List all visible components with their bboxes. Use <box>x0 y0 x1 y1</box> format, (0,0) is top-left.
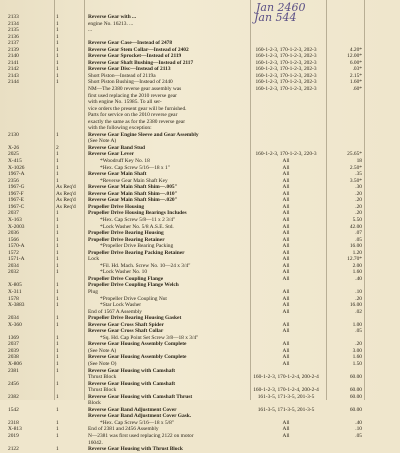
quantity: 1 <box>56 164 59 171</box>
part-number: 1566 <box>8 236 19 243</box>
quantity: 1 <box>56 236 59 243</box>
price: .20 <box>355 210 362 217</box>
price: 3.00 <box>352 347 362 354</box>
models: 160-1-2-3, 170-1-2-3, 202-3 <box>255 86 317 93</box>
price: .20 <box>355 197 362 204</box>
description: Reverse Gear Main Shaft Shim—.020" <box>88 197 178 204</box>
quantity: 1 <box>56 216 59 223</box>
quantity: 1 <box>56 59 59 66</box>
description: Reverse Gear Housing Assembly Complete <box>88 341 187 348</box>
quantity: 1 <box>56 230 59 237</box>
part-number: 1570-A <box>8 243 25 250</box>
models: All <box>282 184 290 191</box>
quantity: 1 <box>56 177 59 184</box>
models: All <box>282 275 290 282</box>
models: 161-3-5, 171-3-5, 201-3-5 <box>257 393 315 400</box>
models: All <box>282 354 290 361</box>
models: All <box>282 230 290 237</box>
models: 160-1-2-3, 170-1-2-3, 202-3 <box>255 46 317 53</box>
price: 60.00 <box>349 406 362 413</box>
price: .07 <box>355 230 362 237</box>
description: Plug <box>88 288 98 295</box>
description: (See Note A) <box>88 138 117 145</box>
price: 60.00 <box>349 393 362 400</box>
price: .20 <box>355 295 362 302</box>
price: 16.00 <box>349 243 362 250</box>
price: 60.00 <box>349 387 362 394</box>
annotation-line-1: Jan 2460 <box>256 1 306 14</box>
description: first used replacing the 2010 reverse gear <box>88 92 177 99</box>
part-number: X-2003 <box>8 223 25 230</box>
part-number: 2139 <box>8 46 19 53</box>
price: .35 <box>355 171 362 178</box>
description: Thrust Block <box>88 374 117 381</box>
models: All <box>282 321 290 328</box>
price: .05 <box>355 433 362 439</box>
models: All <box>282 262 290 269</box>
part-number: 2025 <box>8 151 19 158</box>
description: *Hex. Cap Screw 5/16—18 x 5/8" <box>100 419 175 426</box>
description: Reverse Gear Case—Instead of 2478 <box>88 40 173 47</box>
price: 1.60 <box>352 354 362 361</box>
models: All <box>282 302 290 309</box>
quantity: 1 <box>56 14 59 20</box>
models: All <box>282 164 290 171</box>
description: *Woodruff Key No. 18 <box>100 158 150 165</box>
description: Reverse Gear Housing with Camshaft <box>88 367 176 374</box>
part-number: 2318 <box>8 419 19 426</box>
description: (See Note A) <box>88 347 117 354</box>
quantity: 1 <box>56 360 59 367</box>
quantity: 1 <box>56 354 59 361</box>
description: Reverse Gear Cross Shaft Collar <box>88 328 164 335</box>
models: All <box>282 216 290 223</box>
quantity: 1 <box>56 20 59 27</box>
description: Reverse Gear Band Adjustment Cover <box>88 406 177 413</box>
description: vice orders the present gear will be furnished. <box>88 105 187 112</box>
quantity: 1 <box>56 282 59 289</box>
part-number: X-3883 <box>8 302 25 309</box>
quantity: As Req'd <box>56 190 76 197</box>
price: 60.00 <box>349 374 362 381</box>
part-number: X-415 <box>8 158 22 165</box>
part-number: X-805 <box>8 282 22 289</box>
models: All <box>282 419 290 426</box>
quantity: As Req'd <box>56 184 76 191</box>
description: Reverse Gear Lever <box>88 151 134 158</box>
quantity: 1 <box>56 302 59 309</box>
models: All <box>282 223 290 230</box>
quantity: 1 <box>56 406 59 413</box>
models: All <box>282 269 290 276</box>
quantity: 1 <box>56 72 59 79</box>
part-number: 1578 <box>8 295 19 302</box>
price: 3.50* <box>349 177 362 184</box>
part-number: 2019 <box>8 433 19 439</box>
description: exactly the same as for the 2380 reverse gear <box>88 118 185 125</box>
quantity: 1 <box>56 262 59 269</box>
quantity: 1 <box>56 446 59 453</box>
part-number: 2134 <box>8 20 19 27</box>
models: 160-1-2-3, 170-1-2-3, 202-3 <box>255 53 317 60</box>
quantity: 1 <box>56 315 59 322</box>
part-number: 2144 <box>8 79 19 86</box>
description: Reverse Gear Disc—Instead of 2113 <box>88 66 171 73</box>
part-number: 2037 <box>8 341 19 348</box>
quantity: As Req'd <box>56 197 76 204</box>
price: .10 <box>355 426 362 433</box>
quantity: 1 <box>56 426 59 433</box>
price: 1.20 <box>352 249 362 256</box>
models: 160-1-2-3, 170-1-2-3, 220-3 <box>255 151 317 158</box>
description: with the following exception: <box>88 125 152 132</box>
description: Short Piston Bushing—Instead of 2440 <box>88 79 173 86</box>
part-number: 1967-C <box>8 203 25 210</box>
part-number: 2382 <box>8 393 19 400</box>
quantity: 1 <box>56 33 59 40</box>
price: .20 <box>355 203 362 210</box>
description: 16042. <box>88 439 103 446</box>
description: NM—The 2380 reverse gear assembly was <box>88 86 182 93</box>
description: Reverse Gear with ... <box>88 14 137 20</box>
quantity: 2 <box>56 144 59 151</box>
models: All <box>282 177 290 184</box>
description: *Fil. Hd. Mach. Screw No. 10—24 x 3/4" <box>100 262 191 269</box>
table-row <box>0 446 400 453</box>
quantity: 1 <box>56 288 59 295</box>
quantity: 1 <box>56 295 59 302</box>
price: 42.00 <box>349 223 362 230</box>
price: .02 <box>355 308 362 315</box>
part-number: X-163 <box>8 216 22 223</box>
part-number: 1542 <box>8 406 19 413</box>
quantity: 1 <box>56 269 59 276</box>
description: Reverse Gear Engine Sleeve and Gear Assembly <box>88 131 199 138</box>
models: All <box>282 426 290 433</box>
annotation-line-2: Jan 544 <box>254 11 297 24</box>
models: All <box>282 243 290 250</box>
part-number: 1967-G <box>8 184 25 191</box>
price: 4.20* <box>349 46 362 53</box>
description: Reverse Gear Housing with Thrust Block <box>88 446 183 453</box>
description: *Propeller Drive Coupling Nut <box>100 295 167 302</box>
quantity: 1 <box>56 223 59 230</box>
models: 160-1-2-3, 170-1-2-3, 202-3 <box>255 59 317 66</box>
description: Lock <box>88 256 100 263</box>
description: *Lock Washer No. 5/8 A.S.E. Std. <box>100 223 174 230</box>
part-number: 2133 <box>8 14 19 20</box>
description: Reverse Gear Sprocket—Instead of 2119 <box>88 53 182 60</box>
part-number: 2036 <box>8 230 19 237</box>
models: All <box>282 308 290 315</box>
description: (See Note O) <box>88 360 117 367</box>
description: Propeller Drive Bearing Packing Retainer <box>88 249 185 256</box>
quantity: 1 <box>56 46 59 53</box>
models: All <box>282 360 290 367</box>
part-number: 1369 <box>8 334 19 341</box>
description: Propeller Drive Bearing Housing Gasket <box>88 315 182 322</box>
price: .30 <box>355 184 362 191</box>
price: 2.00 <box>352 262 362 269</box>
quantity: 1 <box>56 367 59 374</box>
part-number: 2137 <box>8 40 19 47</box>
quantity: 1 <box>56 347 59 354</box>
description: *Hex. Cap Screw 5/16—18 x 1" <box>100 164 170 171</box>
models: All <box>282 295 290 302</box>
price: 1.50 <box>352 360 362 367</box>
description: End of 2381 and 2456 Assembly <box>88 426 159 433</box>
models: All <box>282 433 290 439</box>
part-number: 2038 <box>8 354 19 361</box>
quantity: 1 <box>56 66 59 73</box>
price: 12.70* <box>347 256 362 263</box>
price: 12.00* <box>347 53 362 60</box>
part-number: X-806 <box>8 360 22 367</box>
part-number: 2037 <box>8 210 19 217</box>
quantity: 1 <box>56 40 59 47</box>
price: 6.00* <box>349 59 362 66</box>
part-number: 2136 <box>8 33 19 40</box>
price: .40 <box>355 419 362 426</box>
description: Reverse Gear Band Adjustment Cover Gask. <box>88 413 192 420</box>
price: 1.00 <box>352 321 362 328</box>
quantity: 1 <box>56 158 59 165</box>
models: 160-1-2-3, 170-1-2-4, 200-2-4 <box>253 387 319 394</box>
price: 1.60 <box>352 269 362 276</box>
part-number: 2381 <box>8 367 19 374</box>
part-number: 2140 <box>8 53 19 60</box>
part-number: 2142 <box>8 66 19 73</box>
models: 160-1-2-3, 170-1-2-3, 202-3 <box>255 79 317 86</box>
price: 25.65* <box>347 151 362 158</box>
description: Reverse Gear Main Shaft Shim—.005" <box>88 184 178 191</box>
price: .03* <box>352 66 362 73</box>
quantity: 1 <box>56 256 59 263</box>
models: All <box>282 190 290 197</box>
part-number: 2039 <box>8 347 19 354</box>
models: All <box>282 203 290 210</box>
quantity: 1 <box>56 53 59 60</box>
description: Propeller Drive Housing <box>88 203 145 210</box>
part-number: 2122 <box>8 446 19 453</box>
quantity: 1 <box>56 171 59 178</box>
description: Propeller Drive Coupling Flange <box>88 275 164 282</box>
quantity: 1 <box>56 151 59 158</box>
parts-table <box>0 11 400 453</box>
description: engine No. 16213. ... <box>88 20 134 27</box>
quantity: 1 <box>56 210 59 217</box>
quantity: 1 <box>56 334 59 341</box>
description: Propeller Drive Bearing Housing <box>88 230 164 237</box>
models: All <box>282 256 290 263</box>
description: Propeller Drive Bearing Retainer <box>88 236 165 243</box>
description: *Hex. Cap Screw 5/8—11 x 2 3/4" <box>100 216 176 223</box>
models: 160-1-2-3, 170-1-2-3, 202-3 <box>255 66 317 73</box>
description: N—2381 was first used replacing 2122 on motor <box>88 433 194 439</box>
part-number: X-26 <box>8 144 20 151</box>
part-number: 2456 <box>8 380 19 387</box>
quantity: 1 <box>56 419 59 426</box>
quantity: 1 <box>56 341 59 348</box>
description: Reverse Gear Band Stud <box>88 144 145 151</box>
price: 5.50 <box>352 216 362 223</box>
description: Reverse Gear Cross Shaft Spider <box>88 321 164 328</box>
quantity: 1 <box>56 131 59 138</box>
part-number: 2034 <box>8 315 19 322</box>
price: 16.00 <box>349 302 362 309</box>
price: .10 <box>355 288 362 295</box>
price: 2.15* <box>349 72 362 79</box>
models: All <box>282 158 290 165</box>
price: .40 <box>355 275 362 282</box>
description: Reverse Gear Stem Collar—Instead of 2402 <box>88 46 189 53</box>
models: All <box>282 249 290 256</box>
quantity: 1 <box>56 249 59 256</box>
description: *Star Lock Washer <box>100 302 142 309</box>
quantity: 1 <box>56 79 59 86</box>
part-number: 1571-A <box>8 256 25 263</box>
description: Reverse Gear Main Shaft Shim—.010" <box>88 190 178 197</box>
part-number: 1967-F <box>8 190 24 197</box>
part-number: 2032 <box>8 269 19 276</box>
description: Propeller Drive Housing Bearings Includes <box>88 210 187 217</box>
quantity: 1 <box>56 393 59 400</box>
models: All <box>282 171 290 178</box>
part-number: 2130 <box>8 131 19 138</box>
models: All <box>282 197 290 204</box>
models: 160-1-2-3, 170-1-2-3, 202-3 <box>255 72 317 79</box>
description: *Propeller Drive Bearing Packing <box>100 243 174 250</box>
price: .20 <box>355 190 362 197</box>
models: All <box>282 236 290 243</box>
description: with engine No. 15985. To all ser- <box>88 99 162 106</box>
description: ... <box>88 27 93 34</box>
part-number: 2356 <box>8 177 19 184</box>
price: 1.60* <box>349 79 362 86</box>
price: 18 <box>356 158 362 165</box>
models: All <box>282 210 290 217</box>
models: All <box>282 328 290 335</box>
part-number: X-311 <box>8 288 22 295</box>
price: .20 <box>355 341 362 348</box>
models: 161-3-5, 171-3-5, 201-3-5 <box>257 406 315 413</box>
description: *Lock Washer No. 10 <box>100 269 148 276</box>
models: All <box>282 347 290 354</box>
part-number: X-360 <box>8 321 22 328</box>
quantity: 1 <box>56 433 59 439</box>
price: .05 <box>355 236 362 243</box>
price: .60* <box>352 86 362 93</box>
price: 2.50* <box>349 164 362 171</box>
description: Reverse Gear Shaft Bushing—Instead of 2117 <box>88 59 194 66</box>
quantity: 1 <box>56 380 59 387</box>
part-number: 1572 <box>8 249 19 256</box>
part-number: X-1026 <box>8 164 25 171</box>
description: Reverse Gear Housing Assembly Complete <box>88 354 187 361</box>
description: Propeller Drive Coupling Flange Welch <box>88 282 179 289</box>
description: Reverse Gear Housing with Camshaft Thrust <box>88 393 193 400</box>
part-number: 2143 <box>8 72 19 79</box>
description: Parts for service on the 2010 reverse gear <box>88 112 178 119</box>
quantity: 1 <box>56 321 59 328</box>
price: .05 <box>355 328 362 335</box>
description: *Sq. Hd. Cap Point Set Screw 3/8—18 x 3/4" <box>100 334 199 341</box>
part-number: 2135 <box>8 27 19 34</box>
part-number: 1967-A <box>8 171 25 178</box>
description: Thrust Block <box>88 387 117 394</box>
part-number: 2141 <box>8 59 19 66</box>
description: Block <box>88 400 101 407</box>
part-number: 1967-E <box>8 197 24 204</box>
description: End of 1567 A Assembly <box>88 308 142 315</box>
quantity: 1 <box>56 27 59 34</box>
models: All <box>282 341 290 348</box>
models: All <box>282 288 290 295</box>
description: Reverse Gear Main Shaft <box>88 171 147 178</box>
description: Reverse Gear Housing with Camshaft <box>88 380 176 387</box>
quantity: 1 <box>56 243 59 250</box>
description: *Reverse Gear Main Shaft Key <box>100 177 168 184</box>
models: 160-1-2-3, 170-1-2-4, 200-2-4 <box>253 374 319 381</box>
part-number: 2034 <box>8 262 19 269</box>
part-number: X-813 <box>8 426 22 433</box>
quantity: As Req'd <box>56 203 76 210</box>
description: Short Piston—Instead of 2119a <box>88 72 156 79</box>
